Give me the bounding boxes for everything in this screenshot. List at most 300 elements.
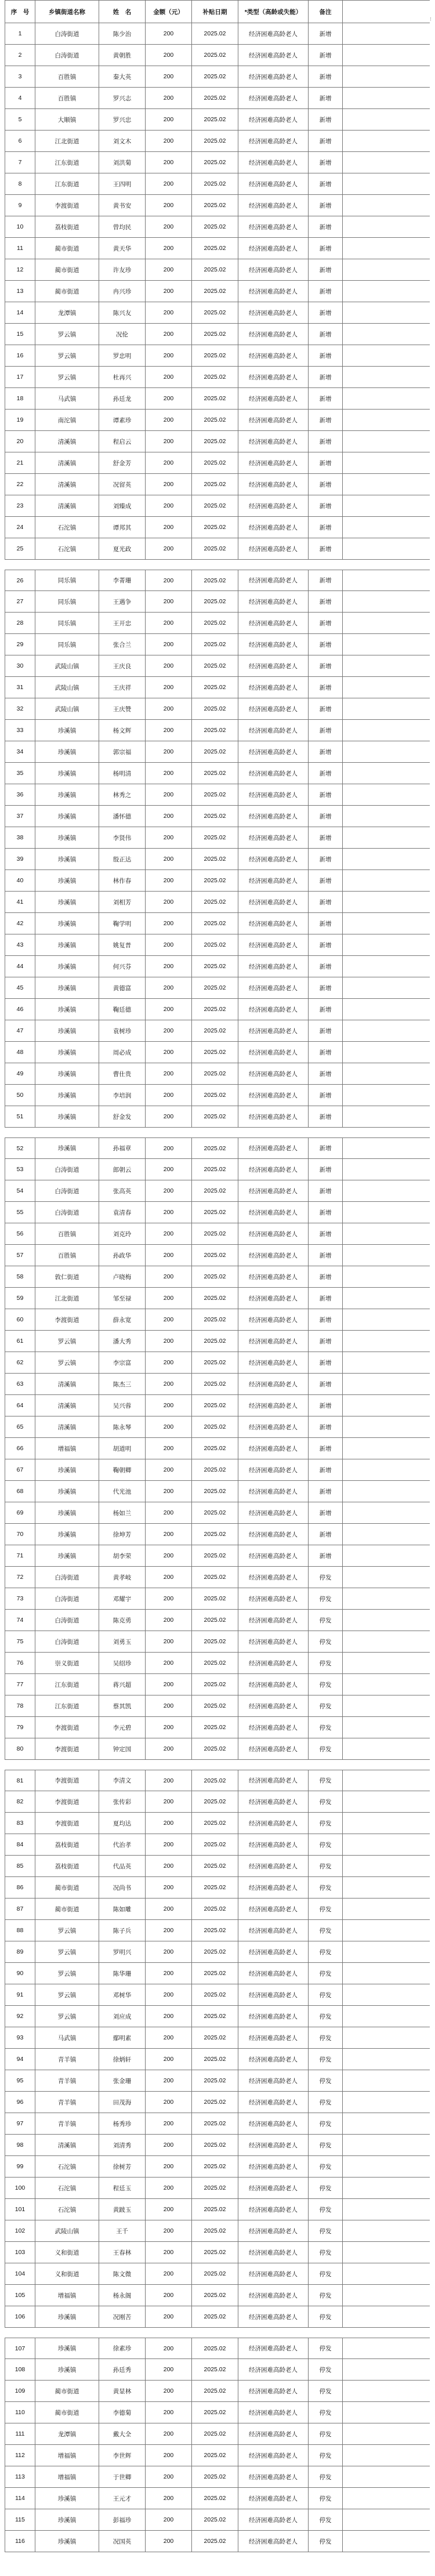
cell-seq: 33	[5, 720, 35, 741]
cell-name: 李世辉	[99, 2445, 145, 2466]
cell-remark: 新增	[308, 1416, 343, 1437]
cell-town: 江北街道	[35, 1288, 99, 1309]
cell-seq: 101	[5, 2199, 35, 2220]
table-row	[5, 1545, 430, 1567]
header-seq: 序 号	[5, 1, 35, 23]
cell-amount: 200	[145, 1202, 191, 1223]
cell-amount: 200	[145, 452, 191, 473]
cell-type: 经济困难高龄老人	[238, 45, 308, 66]
cell-name: 林作春	[99, 870, 145, 891]
cell-date: 2025.02	[191, 870, 238, 891]
cell-date: 2025.02	[191, 1352, 238, 1373]
cell-type: 经济困难高龄老人	[238, 2156, 308, 2177]
cell-date: 2025.02	[191, 1984, 238, 2005]
cell-date: 2025.02	[191, 1502, 238, 1523]
cell-type: 经济困难高龄老人	[238, 741, 308, 762]
cell-type: 经济困难高龄老人	[238, 956, 308, 977]
cell-seq: 66	[5, 1438, 35, 1459]
cell-amount: 200	[145, 2220, 191, 2241]
cell-town: 珍溪镇	[35, 806, 99, 827]
cell-name: 代治孝	[99, 1834, 145, 1855]
cell-seq: 52	[5, 1138, 35, 1158]
cell-name: 舒金发	[99, 1106, 145, 1127]
cell-seq: 3	[5, 66, 35, 87]
cell-date: 2025.02	[191, 2488, 238, 2509]
table-row	[5, 1984, 430, 2006]
cell-date: 2025.02	[191, 431, 238, 452]
cell-seq: 83	[5, 1813, 35, 1834]
cell-date: 2025.02	[191, 634, 238, 655]
cell-remark: 新增	[308, 216, 343, 237]
cell-town: 江北街道	[35, 131, 99, 151]
cell-seq: 92	[5, 2006, 35, 2027]
cell-name: 况刚苦	[99, 2306, 145, 2327]
cell-date: 2025.02	[191, 934, 238, 955]
cell-seq: 20	[5, 431, 35, 452]
cell-type: 经济困难高龄老人	[238, 302, 308, 323]
cell-date: 2025.02	[191, 410, 238, 430]
cell-town: 珍溪镇	[35, 913, 99, 934]
cell-amount: 200	[145, 1674, 191, 1695]
cell-date: 2025.02	[191, 1459, 238, 1480]
table-row	[5, 2156, 430, 2178]
table-row	[5, 1106, 430, 1128]
cell-remark: 新增	[308, 849, 343, 869]
cell-date: 2025.02	[191, 1180, 238, 1201]
cell-town: 珍溪镇	[35, 1106, 99, 1127]
cell-town: 白涛街道	[35, 1180, 99, 1201]
cell-amount: 200	[145, 2242, 191, 2263]
cell-remark: 停发	[308, 1920, 343, 1941]
cell-remark: 新增	[308, 1459, 343, 1480]
cell-name: 程廷玉	[99, 2178, 145, 2198]
cell-amount: 200	[145, 1588, 191, 1609]
cell-amount: 200	[145, 2359, 191, 2380]
cell-seq: 5	[5, 109, 35, 130]
cell-amount: 200	[145, 195, 191, 216]
table-row	[5, 1963, 430, 1984]
cell-type: 经济困难高龄老人	[238, 2006, 308, 2027]
cell-town: 荔枝街道	[35, 216, 99, 237]
cell-remark: 新增	[308, 1202, 343, 1223]
table-row	[5, 655, 430, 677]
cell-type: 经济困难高龄老人	[238, 2381, 308, 2401]
cell-town: 珍溪镇	[35, 741, 99, 762]
cell-type: 经济困难高龄老人	[238, 2509, 308, 2530]
cell-seq: 31	[5, 677, 35, 698]
cell-remark: 新增	[308, 431, 343, 452]
cell-type: 经济困难高龄老人	[238, 1159, 308, 1180]
table-row	[5, 1920, 430, 1941]
cell-remark: 停发	[308, 2423, 343, 2444]
cell-amount: 200	[145, 1245, 191, 1266]
cell-type: 经济困难高龄老人	[238, 324, 308, 345]
table-row	[5, 345, 430, 367]
cell-type: 经济困难高龄老人	[238, 2359, 308, 2380]
header-type: *类型（高龄或失能）	[238, 1, 308, 23]
cell-name: 陈如雕	[99, 1899, 145, 1919]
cell-town: 武陵山镇	[35, 677, 99, 698]
header-name: 姓 名	[99, 1, 145, 23]
cell-date: 2025.02	[191, 806, 238, 827]
cell-remark: 新增	[308, 1180, 343, 1201]
cell-type: 经济困难高龄老人	[238, 1374, 308, 1394]
table-row	[5, 956, 430, 977]
cell-amount: 200	[145, 131, 191, 151]
cell-date: 2025.02	[191, 2242, 238, 2263]
cell-date: 2025.02	[191, 281, 238, 302]
cell-seq: 30	[5, 655, 35, 676]
cell-date: 2025.02	[191, 2092, 238, 2113]
cell-type: 经济困难高龄老人	[238, 1770, 308, 1791]
cell-type: 经济困难高龄老人	[238, 1738, 308, 1759]
table-row	[5, 870, 430, 892]
cell-seq: 111	[5, 2423, 35, 2444]
cell-type: 经济困难高龄老人	[238, 2423, 308, 2444]
cell-remark: 停发	[308, 2049, 343, 2070]
cell-type: 经济困难高龄老人	[238, 1588, 308, 1609]
cell-remark: 停发	[308, 1695, 343, 1716]
cell-amount: 200	[145, 2263, 191, 2284]
cell-name: 罗兴忠	[99, 109, 145, 130]
cell-name: 黄显林	[99, 2381, 145, 2401]
cell-name: 蔡其凯	[99, 1695, 145, 1716]
cell-type: 经济困难高龄老人	[238, 892, 308, 912]
cell-town: 增福镇	[35, 1438, 99, 1459]
cell-town: 清溪镇	[35, 1374, 99, 1394]
cell-town: 义和街道	[35, 2263, 99, 2284]
cell-town: 马武镇	[35, 388, 99, 409]
cell-seq: 107	[5, 2338, 35, 2358]
cell-amount: 200	[145, 570, 191, 590]
cell-name: 胡李荣	[99, 1545, 145, 1566]
cell-name: 王元才	[99, 2488, 145, 2509]
cell-remark: 停发	[308, 1941, 343, 1962]
cell-remark: 新增	[308, 538, 343, 559]
cell-date: 2025.02	[191, 698, 238, 719]
cell-date: 2025.02	[191, 720, 238, 741]
cell-remark: 新增	[308, 1395, 343, 1416]
table-row	[5, 763, 430, 784]
table-row	[5, 2488, 430, 2509]
cell-town: 珍溪镇	[35, 1502, 99, 1523]
cell-remark: 停发	[308, 2285, 343, 2306]
cell-remark: 新增	[308, 1352, 343, 1373]
cell-seq: 9	[5, 195, 35, 216]
cell-amount: 200	[145, 302, 191, 323]
cell-date: 2025.02	[191, 1020, 238, 1041]
cell-amount: 200	[145, 720, 191, 741]
cell-date: 2025.02	[191, 1138, 238, 1158]
cell-date: 2025.02	[191, 1738, 238, 1759]
cell-remark: 停发	[308, 2135, 343, 2155]
cell-date: 2025.02	[191, 677, 238, 698]
table-row	[5, 1717, 430, 1738]
cell-seq: 4	[5, 88, 35, 108]
cell-seq: 40	[5, 870, 35, 891]
cell-seq: 48	[5, 1042, 35, 1063]
cell-seq: 39	[5, 849, 35, 869]
cell-type: 经济困难高龄老人	[238, 1416, 308, 1437]
cell-date: 2025.02	[191, 2423, 238, 2444]
cell-name: 许友珍	[99, 259, 145, 280]
header-amount: 金额（元）	[145, 1, 191, 23]
cell-date: 2025.02	[191, 2466, 238, 2487]
cell-remark: 新增	[308, 109, 343, 130]
cell-name: 刘勇玉	[99, 1631, 145, 1652]
table-row	[5, 2423, 430, 2445]
cell-town: 清溪镇	[35, 1416, 99, 1437]
cell-amount: 200	[145, 1856, 191, 1876]
cell-seq: 67	[5, 1459, 35, 1480]
cell-amount: 200	[145, 999, 191, 1020]
cell-name: 袁树珍	[99, 1020, 145, 1041]
table-row	[5, 2242, 430, 2263]
cell-remark: 新增	[308, 66, 343, 87]
cell-seq: 115	[5, 2509, 35, 2530]
cell-seq: 43	[5, 934, 35, 955]
cell-type: 经济困难高龄老人	[238, 1395, 308, 1416]
cell-name: 夏均达	[99, 1813, 145, 1834]
cell-type: 经济困难高龄老人	[238, 1567, 308, 1588]
cell-seq: 55	[5, 1202, 35, 1223]
cell-town: 蔺市街道	[35, 1899, 99, 1919]
cell-town: 珍溪镇	[35, 1138, 99, 1158]
cell-remark: 新增	[308, 238, 343, 259]
cell-date: 2025.02	[191, 1416, 238, 1437]
cell-name: 黄朝胜	[99, 45, 145, 66]
cell-town: 罗云镇	[35, 324, 99, 345]
cell-type: 经济困难高龄老人	[238, 1352, 308, 1373]
cell-amount: 200	[145, 1138, 191, 1158]
cell-town: 荔枝街道	[35, 1856, 99, 1876]
cell-type: 经济困难高龄老人	[238, 281, 308, 302]
cell-name: 林秀之	[99, 784, 145, 805]
table-row	[5, 1834, 430, 1856]
cell-date: 2025.02	[191, 570, 238, 590]
cell-date: 2025.02	[191, 1963, 238, 1984]
cell-type: 经济困难高龄老人	[238, 2306, 308, 2327]
cell-town: 白涛街道	[35, 1159, 99, 1180]
table-row	[5, 1042, 430, 1063]
cell-town: 白涛街道	[35, 45, 99, 66]
cell-type: 经济困难高龄老人	[238, 1063, 308, 1084]
cell-type: 经济困难高龄老人	[238, 410, 308, 430]
cell-amount: 200	[145, 1610, 191, 1631]
cell-town: 罗云镇	[35, 2006, 99, 2027]
table-row	[5, 1631, 430, 1653]
cell-date: 2025.02	[191, 452, 238, 473]
table-row	[5, 741, 430, 763]
cell-town: 罗云镇	[35, 367, 99, 387]
cell-amount: 200	[145, 977, 191, 998]
cell-date: 2025.02	[191, 195, 238, 216]
cell-name: 陈文微	[99, 2263, 145, 2284]
cell-date: 2025.02	[191, 2263, 238, 2284]
cell-town: 罗云镇	[35, 1352, 99, 1373]
cell-name: 谭邦其	[99, 517, 145, 538]
cell-amount: 200	[145, 1738, 191, 1759]
cell-type: 经济困难高龄老人	[238, 2402, 308, 2423]
cell-town: 珍溪镇	[35, 1524, 99, 1545]
cell-date: 2025.02	[191, 259, 238, 280]
cell-date: 2025.02	[191, 66, 238, 87]
cell-town: 珍溪镇	[35, 784, 99, 805]
cell-name: 钟定国	[99, 1738, 145, 1759]
table-row	[5, 2092, 430, 2113]
cell-seq: 1	[5, 23, 35, 44]
table-row	[5, 195, 430, 216]
cell-seq: 64	[5, 1395, 35, 1416]
cell-type: 经济困难高龄老人	[238, 1042, 308, 1063]
cell-seq: 2	[5, 45, 35, 66]
table-row	[5, 1159, 430, 1180]
cell-seq: 51	[5, 1106, 35, 1127]
cell-town: 清溪镇	[35, 452, 99, 473]
cell-town: 珍溪镇	[35, 1042, 99, 1063]
cell-seq: 12	[5, 259, 35, 280]
cell-remark: 停发	[308, 1653, 343, 1673]
cell-town: 增福镇	[35, 2445, 99, 2466]
cell-amount: 200	[145, 45, 191, 66]
cell-remark: 新增	[308, 634, 343, 655]
cell-date: 2025.02	[191, 1674, 238, 1695]
cell-type: 经济困难高龄老人	[238, 1331, 308, 1352]
cell-amount: 200	[145, 388, 191, 409]
cell-remark: 新增	[308, 956, 343, 977]
cell-type: 经济困难高龄老人	[238, 1717, 308, 1738]
cell-seq: 32	[5, 698, 35, 719]
cell-type: 经济困难高龄老人	[238, 934, 308, 955]
cell-type: 经济困难高龄老人	[238, 570, 308, 590]
cell-name: 李清文	[99, 1770, 145, 1791]
table-row	[5, 1020, 430, 1042]
cell-name: 张高英	[99, 1180, 145, 1201]
table-row	[5, 677, 430, 698]
cell-name: 鞠廷德	[99, 999, 145, 1020]
cell-town: 百胜镇	[35, 66, 99, 87]
cell-town: 同乐镇	[35, 591, 99, 612]
cell-remark: 新增	[308, 152, 343, 173]
cell-amount: 200	[145, 2306, 191, 2327]
cell-town: 珍溪镇	[35, 1020, 99, 1041]
cell-remark: 新增	[308, 1524, 343, 1545]
cell-date: 2025.02	[191, 109, 238, 130]
cell-seq: 86	[5, 1877, 35, 1898]
cell-date: 2025.02	[191, 367, 238, 387]
table-row	[5, 827, 430, 849]
table-row	[5, 302, 430, 324]
cell-type: 经济困难高龄老人	[238, 388, 308, 409]
cell-seq: 95	[5, 2070, 35, 2091]
cell-date: 2025.02	[191, 474, 238, 495]
cell-town: 珍溪镇	[35, 956, 99, 977]
cell-amount: 200	[145, 2466, 191, 2487]
cell-name: 刘文木	[99, 131, 145, 151]
cell-type: 经济困难高龄老人	[238, 2488, 308, 2509]
cell-remark: 停发	[308, 2466, 343, 2487]
cell-remark: 新增	[308, 1545, 343, 1566]
cell-amount: 200	[145, 1438, 191, 1459]
cell-seq: 17	[5, 367, 35, 387]
cell-remark: 新增	[308, 45, 343, 66]
cell-seq: 116	[5, 2531, 35, 2552]
cell-type: 经济困难高龄老人	[238, 2070, 308, 2091]
subsidy-table	[5, 0, 430, 2552]
cell-type: 经济困难高龄老人	[238, 345, 308, 366]
table-row	[5, 1567, 430, 1588]
cell-seq: 42	[5, 913, 35, 934]
table-row	[5, 2285, 430, 2306]
cell-name: 吴兴蓉	[99, 1395, 145, 1416]
cell-type: 经济困难高龄老人	[238, 452, 308, 473]
table-row	[5, 2049, 430, 2070]
cell-date: 2025.02	[191, 2402, 238, 2423]
cell-date: 2025.02	[191, 1877, 238, 1898]
cell-type: 经济困难高龄老人	[238, 1856, 308, 1876]
cell-seq: 29	[5, 634, 35, 655]
cell-name: 姚复普	[99, 934, 145, 955]
cell-seq: 84	[5, 1834, 35, 1855]
cell-seq: 61	[5, 1331, 35, 1352]
cell-type: 经济困难高龄老人	[238, 1202, 308, 1223]
cell-seq: 97	[5, 2113, 35, 2134]
cell-amount: 200	[145, 2338, 191, 2358]
cell-type: 经济困难高龄老人	[238, 1877, 308, 1898]
table-row	[5, 1459, 430, 1481]
table-row	[5, 23, 430, 45]
cell-type: 经济困难高龄老人	[238, 88, 308, 108]
cell-date: 2025.02	[191, 388, 238, 409]
table-row	[5, 2263, 430, 2285]
table-row	[5, 2135, 430, 2156]
cell-remark: 停发	[308, 1674, 343, 1695]
cell-remark: 新增	[308, 1020, 343, 1041]
cell-seq: 108	[5, 2359, 35, 2380]
cell-date: 2025.02	[191, 2381, 238, 2401]
cell-amount: 200	[145, 1524, 191, 1545]
table-row	[5, 131, 430, 152]
cell-town: 罗云镇	[35, 345, 99, 366]
cell-name: 王庆良	[99, 655, 145, 676]
cell-amount: 200	[145, 1920, 191, 1941]
cell-type: 经济困难高龄老人	[238, 1653, 308, 1673]
cell-seq: 104	[5, 2263, 35, 2284]
cell-seq: 110	[5, 2402, 35, 2423]
table-row	[5, 2027, 430, 2049]
cell-name: 罗忠明	[99, 345, 145, 366]
table-row	[5, 1374, 430, 1395]
cell-date: 2025.02	[191, 88, 238, 108]
cell-date: 2025.02	[191, 741, 238, 762]
cell-town: 珍溪镇	[35, 934, 99, 955]
cell-amount: 200	[145, 173, 191, 194]
cell-amount: 200	[145, 1877, 191, 1898]
cell-name: 王庆祥	[99, 677, 145, 698]
cell-amount: 200	[145, 1180, 191, 1201]
cell-amount: 200	[145, 2070, 191, 2091]
table-row	[5, 1770, 430, 1791]
table-row	[5, 1288, 430, 1309]
cell-remark: 新增	[308, 1502, 343, 1523]
cell-remark: 新增	[308, 324, 343, 345]
cell-remark: 停发	[308, 2509, 343, 2530]
cell-amount: 200	[145, 806, 191, 827]
cell-remark: 停发	[308, 1963, 343, 1984]
cell-type: 经济困难高龄老人	[238, 2285, 308, 2306]
cell-seq: 78	[5, 1695, 35, 1716]
cell-name: 李德菊	[99, 2402, 145, 2423]
